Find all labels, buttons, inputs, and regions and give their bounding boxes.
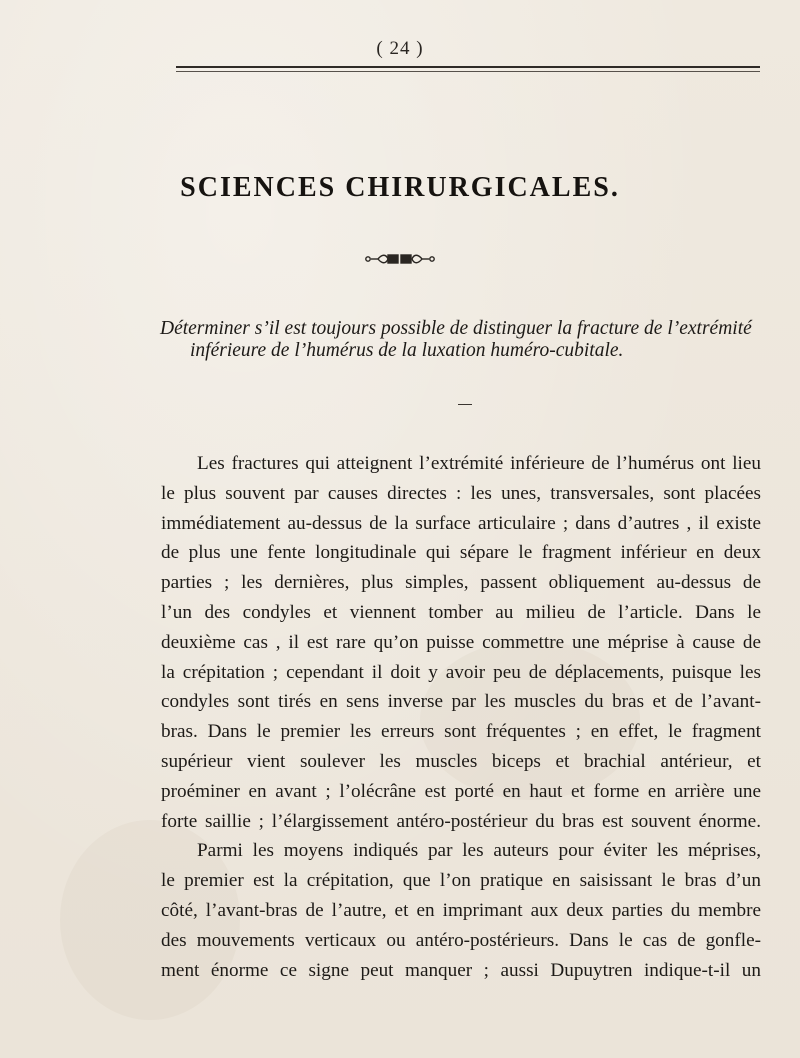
text-line: supérieur vient soulever les muscles biceps et brachial antérieur, et bbox=[161, 750, 761, 772]
text-line: des mouvements verticaux ou antéro-postérieurs. Dans le cas de gonfle- bbox=[161, 929, 761, 951]
page-number: ( 24 ) bbox=[376, 38, 424, 59]
text-line: Parmi les moyens indiqués par les auteurs pour éviter les méprises, bbox=[197, 840, 761, 862]
text-line: deuxième cas , il est rare qu’on puisse commettre une méprise à cause de bbox=[161, 631, 761, 653]
separator-text bbox=[458, 392, 472, 408]
text-line: côté, l’avant-bras de l’autre, et en imprimant aux deux parties du membre bbox=[161, 899, 761, 921]
text-line: parties ; les dernières, plus simples, passent obliquement au-dessus de bbox=[161, 572, 761, 594]
text-line: Les fractures qui atteignent l’extrémité inférieure de l’humérus ont lieu bbox=[197, 453, 761, 474]
question-line: Déterminer s’il est toujours possible de distinguer la fracture de l’extrémité bbox=[160, 318, 752, 339]
text-line: proéminer en avant ; l’olécrâne est porté en haut et forme en arrière une bbox=[161, 780, 761, 802]
text-line: bras. Dans le premier les erreurs sont fréquentes ; en effet, le fragment bbox=[161, 721, 761, 743]
header-rule bbox=[176, 66, 760, 68]
text-line: immédiatement au-dessus de la surface articulaire ; dans d’autres , il existe bbox=[161, 512, 761, 534]
section-title: SCIENCES CHIRURGICALES. bbox=[180, 172, 620, 203]
text-line: le plus souvent par causes directes : les unes, transversales, sont placées bbox=[161, 482, 761, 504]
text-line: ment énorme ce signe peut manquer ; aussi Dupuytren indique-t-il un bbox=[161, 959, 761, 981]
body-paragraphs bbox=[161, 449, 761, 985]
header-rule-thin bbox=[176, 71, 760, 72]
text-line: condyles sont tirés en sens inverse par les muscles du bras et de l’avant- bbox=[161, 691, 761, 713]
question-line: inférieure de l’humérus de la luxation huméro-cubitale. bbox=[190, 340, 624, 361]
text-line: la crépitation ; cependant il doit y avoir peu de déplacements, puisque les bbox=[161, 661, 761, 683]
text-line: de plus une fente longitudinale qui sépare le fragment inférieur en deux bbox=[161, 542, 761, 564]
question-heading bbox=[160, 318, 800, 362]
printer-ornament-icon bbox=[364, 252, 436, 266]
text-line: le premier est la crépitation, que l’on pratique en saisissant le bras d’un bbox=[161, 870, 761, 892]
text-line: l’un des condyles et viennent tomber au milieu de l’article. Dans le bbox=[161, 601, 761, 623]
text-line: forte saillie ; l’élargissement antéro-postérieur du bras est souvent énorme. bbox=[161, 810, 761, 832]
